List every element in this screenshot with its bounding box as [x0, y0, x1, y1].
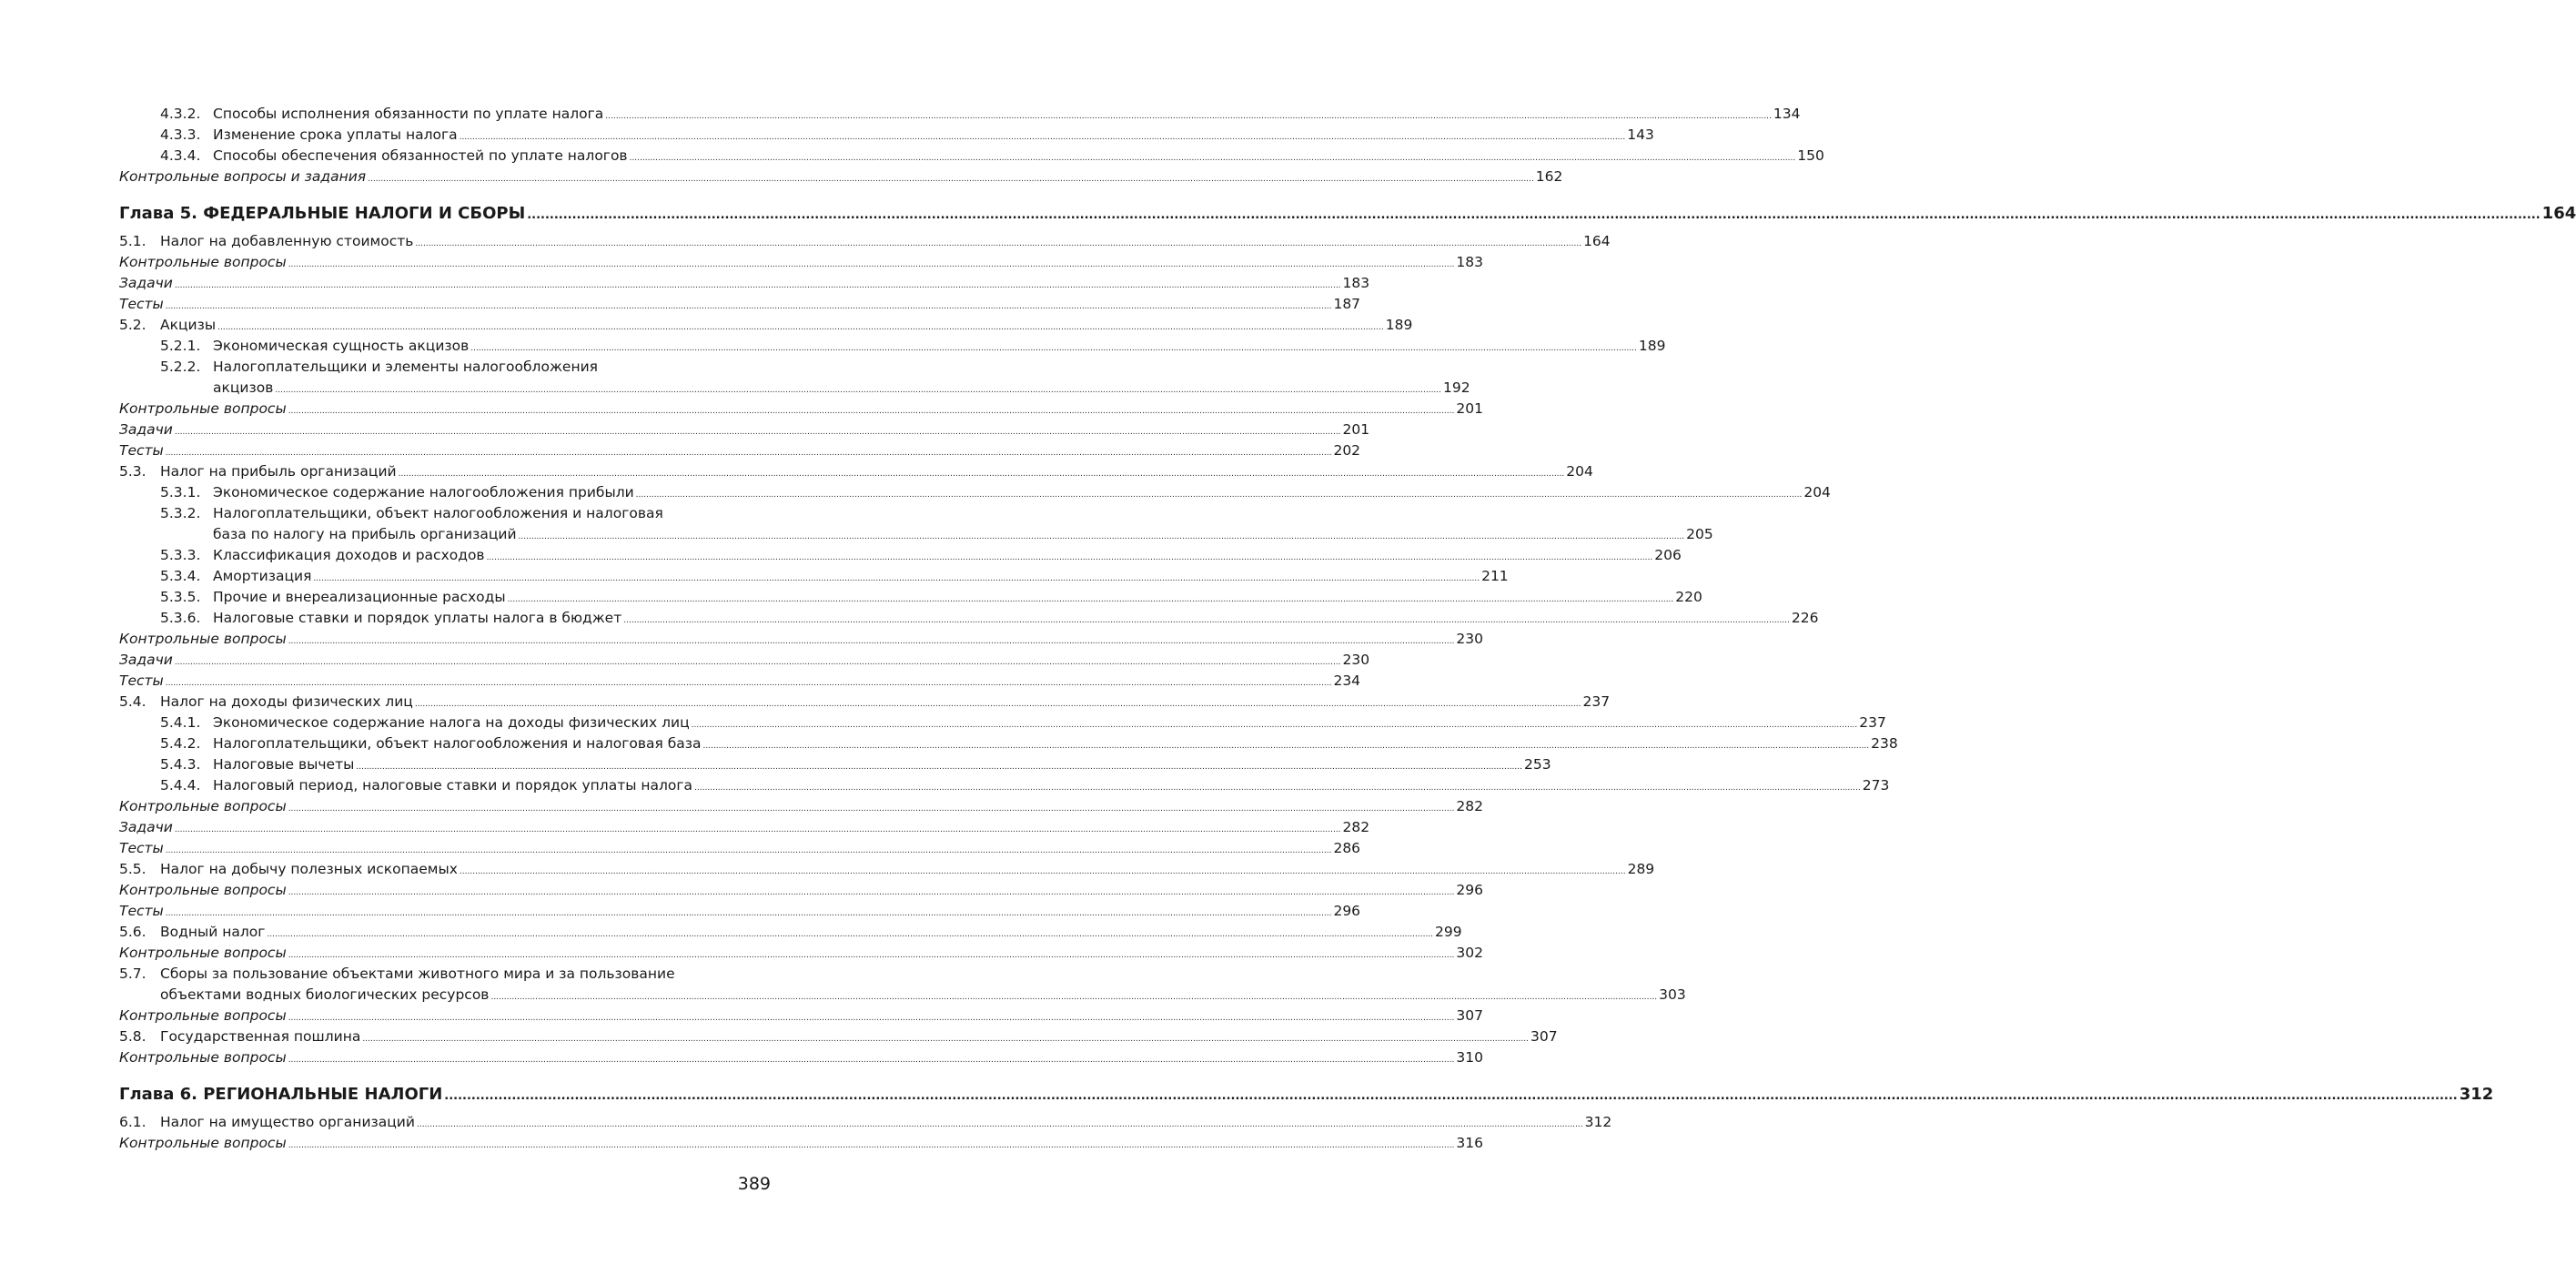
toc-entry-number: 5.3.1.: [160, 484, 201, 500]
toc-entry: [119, 692, 1611, 713]
toc-page-number: 286: [1333, 840, 1361, 856]
toc-entry-number: 5.2.: [119, 317, 146, 333]
dot-leader: [527, 211, 2540, 219]
dot-leader: [288, 805, 1455, 814]
toc-entry: [119, 545, 1682, 566]
toc-entry-title: Задачи: [119, 819, 173, 835]
toc-page-number: 273: [1862, 777, 1890, 794]
toc-page-number: 253: [1524, 756, 1551, 773]
dot-leader: [490, 994, 1657, 1002]
toc-entry: [119, 146, 1824, 167]
toc-entry-title: Задачи: [119, 275, 173, 291]
toc-page-number: 230: [1456, 631, 1483, 647]
dot-leader: [417, 1121, 1583, 1129]
toc-page-number: 237: [1859, 714, 1886, 731]
toc-exercise-entry: [119, 420, 1370, 440]
toc-exercise-entry: [119, 943, 1483, 964]
dot-leader: [415, 240, 1581, 248]
dot-leader: [288, 1057, 1455, 1065]
toc-page-number: 202: [1333, 442, 1361, 459]
toc-entry: [119, 713, 1886, 733]
toc-entry-title: Налоговые ставки и порядок уплаты налога в бюджет: [213, 610, 622, 626]
toc-entry-title: Амортизация: [213, 568, 312, 584]
toc-entry: [119, 315, 1413, 336]
toc-page-number: 316: [1456, 1135, 1483, 1151]
toc-entry: [119, 1026, 1558, 1047]
dot-leader: [630, 155, 1796, 163]
toc-entry-number: 5.4.1.: [160, 714, 201, 731]
toc-page-number: 303: [1659, 986, 1686, 1003]
toc-entry-title: Изменение срока уплаты налога: [213, 126, 458, 143]
toc-page-number: 211: [1481, 568, 1509, 584]
toc-entry-number: 4.3.3.: [160, 126, 201, 143]
toc-entry-number: 5.8.: [119, 1028, 146, 1045]
dot-leader: [313, 575, 1480, 583]
dot-leader: [175, 429, 1341, 437]
toc-page-number: 234: [1333, 672, 1361, 689]
toc-page-number: 282: [1342, 819, 1370, 835]
toc-entry-title: Классификация доходов и расходов: [213, 547, 485, 563]
toc-entry: [119, 231, 1611, 252]
toc-page-number: 150: [1797, 147, 1824, 164]
toc-entry-number: 5.4.: [119, 693, 146, 710]
toc-page-number: 183: [1342, 275, 1370, 291]
toc-entry-title: Экономическое содержание налога на доходы физических лиц: [213, 714, 690, 731]
dot-leader: [399, 470, 1565, 479]
toc-entry-title: Глава 6. РЕГИОНАЛЬНЫЕ НАЛОГИ: [119, 1085, 443, 1104]
toc-entry-title: акцизов: [213, 379, 274, 396]
toc-entry-title: Тесты: [119, 840, 164, 856]
dot-leader: [470, 345, 1637, 353]
toc-page-number: 299: [1435, 924, 1462, 940]
toc-entry-title: Контрольные вопросы: [119, 1135, 287, 1151]
toc-entry-number: 5.3.4.: [160, 568, 201, 584]
toc-entry: [119, 503, 771, 524]
toc-page-number: 296: [1333, 903, 1361, 919]
dot-leader: [217, 324, 1384, 332]
toc-entry-number: 4.3.2.: [160, 106, 201, 122]
toc-exercise-entry: [119, 838, 1361, 859]
toc-entry-title: Экономическое содержание налогообложения прибыли: [213, 484, 634, 500]
toc-exercise-entry: [119, 796, 1483, 817]
toc-entry: [119, 461, 1593, 482]
toc-entry-title: Водный налог: [160, 924, 266, 940]
toc-entry: [119, 587, 1702, 608]
toc-entry-title: Контрольные вопросы: [119, 631, 287, 647]
toc-entry-title: Контрольные вопросы: [119, 1007, 287, 1024]
toc-exercise-entry: [119, 252, 1483, 273]
toc-entry: [119, 336, 1666, 357]
toc-page-number: 187: [1333, 296, 1361, 312]
dot-leader: [460, 868, 1626, 876]
toc-entry: [119, 104, 1801, 125]
toc-entry-title: Контрольные вопросы: [119, 254, 287, 270]
toc-page-number: 312: [2459, 1085, 2494, 1104]
dot-leader: [605, 113, 1772, 121]
page-number: 389: [737, 1174, 771, 1194]
toc-page-number: 183: [1456, 254, 1483, 270]
toc-entry: [119, 775, 1890, 796]
dot-leader: [415, 701, 1581, 709]
toc-exercise-entry: [119, 1006, 1483, 1026]
toc-page-number: 226: [1791, 610, 1819, 626]
toc-entry-title: Тесты: [119, 442, 164, 459]
toc-entry-title: Налог на добычу полезных ископаемых: [160, 861, 458, 877]
toc-entry-number: 5.3.2.: [160, 505, 201, 521]
toc-exercise-entry: [119, 1133, 1483, 1154]
toc-entry-number: 5.3.3.: [160, 547, 201, 563]
toc-page-number: 307: [1530, 1028, 1558, 1045]
toc-entry-continuation: [119, 985, 1686, 1006]
dot-leader: [508, 596, 1674, 604]
dot-leader: [288, 408, 1455, 416]
dot-leader: [166, 303, 1332, 311]
toc-entry-title: Налоговые вычеты: [213, 756, 355, 773]
toc-page-number: 302: [1456, 945, 1483, 961]
toc-page-number: 204: [1566, 463, 1593, 480]
toc-entry-number: 5.4.2.: [160, 735, 201, 752]
toc-entry-title: Налоговый период, налоговые ставки и порядок уплаты налога: [213, 777, 693, 794]
toc-entry-number: 5.2.1.: [160, 338, 201, 354]
dot-leader: [288, 1142, 1455, 1150]
toc-entry-number: 5.2.2.: [160, 359, 201, 375]
dot-leader: [368, 176, 1534, 184]
dot-leader: [694, 784, 1861, 793]
toc-entry: [119, 1112, 1612, 1133]
dot-leader: [166, 450, 1332, 458]
dot-leader: [288, 638, 1455, 646]
toc-entry-number: 5.5.: [119, 861, 146, 877]
toc-entry-number: 6.1.: [119, 1114, 146, 1130]
toc-page-number: 289: [1627, 861, 1655, 877]
toc-entry-title: Тесты: [119, 296, 164, 312]
toc-entry-number: 5.4.4.: [160, 777, 201, 794]
toc-entry-title: Способы исполнения обязанности по уплате налога: [213, 106, 604, 122]
dot-leader: [487, 554, 1653, 562]
dot-leader: [267, 931, 1433, 939]
toc-exercise-entry: [119, 650, 1370, 671]
dot-leader: [519, 533, 1685, 541]
toc-entry-number: 5.3.5.: [160, 589, 201, 605]
dot-leader: [288, 889, 1455, 897]
toc-entry-title: Контрольные вопросы: [119, 798, 287, 814]
toc-entry: [119, 733, 1898, 754]
dot-leader: [288, 1015, 1455, 1023]
toc-entry-continuation: [119, 524, 1713, 545]
toc-page-number: 201: [1456, 400, 1483, 417]
toc-exercise-entry: [119, 1047, 1483, 1068]
toc-page-number: 310: [1456, 1049, 1483, 1066]
toc-entry-title: Способы обеспечения обязанностей по уплате налогов: [213, 147, 628, 164]
toc-exercise-entry: [119, 440, 1361, 461]
toc-entry: [119, 922, 1462, 943]
dot-leader: [460, 134, 1626, 142]
dot-leader: [175, 659, 1341, 667]
toc-entry-title: Контрольные вопросы и задания: [119, 168, 367, 185]
table-of-contents: [119, 104, 2576, 1154]
toc-entry-title: Сборы за пользование объектами животного мира и за пользование: [160, 966, 675, 982]
toc-entry-title: Налог на прибыль организаций: [160, 463, 397, 480]
toc-entry: [119, 608, 1819, 629]
dot-leader: [703, 743, 1870, 751]
toc-exercise-entry: [119, 901, 1361, 922]
toc-entry-title: Контрольные вопросы: [119, 945, 287, 961]
toc-entry-title: объектами водных биологических ресурсов: [160, 986, 490, 1003]
toc-page-number: 220: [1675, 589, 1702, 605]
dot-leader: [175, 826, 1341, 834]
toc-entry: [119, 566, 1509, 587]
toc-entry-title: Задачи: [119, 421, 173, 438]
toc-page-number: 143: [1627, 126, 1654, 143]
toc-entry: [119, 859, 1655, 880]
toc-page-number: 230: [1342, 652, 1370, 668]
dot-leader: [444, 1092, 2457, 1100]
toc-entry-number: 5.1.: [119, 233, 146, 249]
toc-entry-title: Налог на доходы физических лиц: [160, 693, 413, 710]
dot-leader: [275, 387, 1441, 395]
toc-exercise-entry: [119, 880, 1483, 901]
toc-entry-title: Налогоплательщики и элементы налогообложения: [213, 359, 598, 375]
toc-page-number: 164: [1583, 233, 1611, 249]
toc-entry-number: 4.3.4.: [160, 147, 201, 164]
toc-entry-title: Акцизы: [160, 317, 217, 333]
toc-page-number: 201: [1342, 421, 1370, 438]
toc-entry-title: Налогоплательщики, объект налогообложения и налоговая: [213, 505, 663, 521]
dot-leader: [356, 763, 1522, 772]
toc-entry-number: 5.4.3.: [160, 756, 201, 773]
toc-entry-number: 5.3.6.: [160, 610, 201, 626]
toc-entry-title: Тесты: [119, 903, 164, 919]
toc-entry-title: Налог на добавленную стоимость: [160, 233, 414, 249]
toc-entry: [119, 482, 1831, 503]
toc-entry-title: Экономическая сущность акцизов: [213, 338, 470, 354]
toc-chapter-heading: [119, 200, 2576, 228]
dot-leader: [623, 617, 1790, 625]
toc-page-number: 296: [1456, 882, 1483, 898]
toc-page-number: 206: [1654, 547, 1682, 563]
toc-entry-title: Налогоплательщики, объект налогообложения и налоговая база: [213, 735, 702, 752]
dot-leader: [288, 952, 1455, 960]
toc-page-number: 307: [1456, 1007, 1483, 1024]
toc-entry: [119, 754, 1551, 775]
toc-entry-number: 5.3.: [119, 463, 146, 480]
dot-leader: [166, 847, 1332, 855]
toc-entry: [119, 964, 771, 985]
toc-page-number: 205: [1686, 526, 1713, 542]
toc-exercise-entry: [119, 671, 1361, 692]
toc-entry-title: база по налогу на прибыль организаций: [213, 526, 517, 542]
dot-leader: [636, 491, 1803, 500]
toc-page-number: 238: [1871, 735, 1898, 752]
toc-entry-title: Государственная пошлина: [160, 1028, 361, 1045]
toc-exercise-entry: [119, 629, 1483, 650]
toc-page-number: 134: [1773, 106, 1801, 122]
toc-page-number: 189: [1385, 317, 1413, 333]
toc-entry-title: Контрольные вопросы: [119, 400, 287, 417]
toc-page-number: 237: [1582, 693, 1611, 710]
toc-entry-title: Глава 5. ФЕДЕРАЛЬНЫЕ НАЛОГИ И СБОРЫ: [119, 204, 526, 223]
toc-entry-title: Прочие и внереализационные расходы: [213, 589, 506, 605]
toc-entry: [119, 125, 1654, 146]
toc-exercise-entry: [119, 273, 1370, 294]
dot-leader: [175, 282, 1341, 290]
toc-entry: [119, 357, 771, 378]
toc-page-number: 162: [1535, 168, 1563, 185]
toc-entry-title: Тесты: [119, 672, 164, 689]
toc-exercise-entry: [119, 167, 1563, 187]
toc-entry-number: 5.6.: [119, 924, 146, 940]
toc-exercise-entry: [119, 399, 1483, 420]
toc-entry-number: 5.7.: [119, 966, 146, 982]
toc-entry-title: Контрольные вопросы: [119, 1049, 287, 1066]
dot-leader: [166, 910, 1332, 918]
toc-page-number: 192: [1443, 379, 1470, 396]
toc-page-number: 282: [1456, 798, 1483, 814]
dot-leader: [166, 680, 1332, 688]
dot-leader: [288, 261, 1455, 269]
toc-entry-continuation: [119, 378, 1470, 399]
toc-page-number: 164: [2541, 204, 2576, 223]
dot-leader: [362, 1036, 1529, 1044]
toc-entry-title: Задачи: [119, 652, 173, 668]
toc-chapter-heading: [119, 1081, 2494, 1108]
toc-exercise-entry: [119, 294, 1361, 315]
toc-page-number: 312: [1584, 1114, 1612, 1130]
toc-page-number: 204: [1803, 484, 1831, 500]
toc-exercise-entry: [119, 817, 1370, 838]
dot-leader: [692, 722, 1858, 730]
toc-entry-title: Контрольные вопросы: [119, 882, 287, 898]
toc-entry-title: Налог на имущество организаций: [160, 1114, 415, 1130]
toc-page-number: 189: [1638, 338, 1666, 354]
